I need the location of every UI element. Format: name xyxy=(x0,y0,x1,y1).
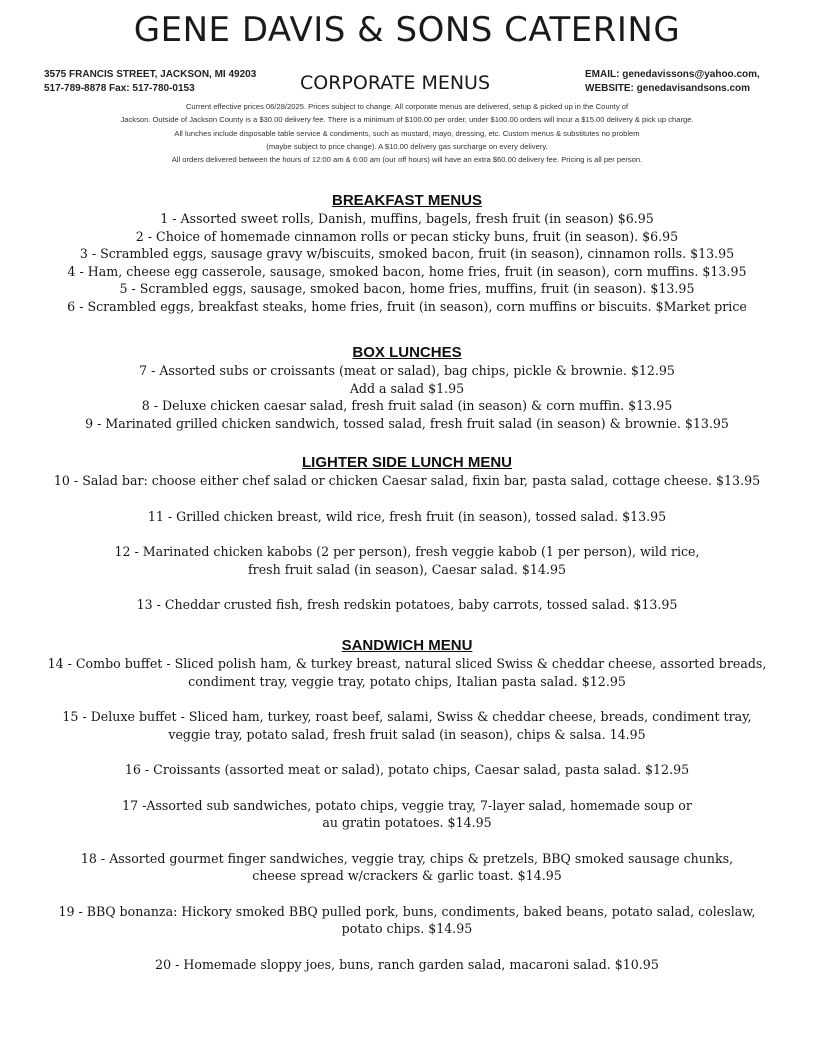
notice-line: Current effective prices 06/28/2025. Prices subject to change. All corporate menus are delivered, setup & picked up in the County of xyxy=(185,102,629,111)
menu-item: 6 - Scrambled eggs, breakfast steaks, home fries, fruit (in season), corn muffins or biscuits. $Market price xyxy=(67,298,747,314)
menu-item: 13 - Cheddar crusted fish, fresh redskin potatoes, baby carrots, tossed salad. $13.95 xyxy=(136,597,678,612)
sandwich-section xyxy=(0,637,814,973)
menu-item: 8 - Deluxe chicken caesar salad, fresh fruit salad (in season) & corn muffin. $13.95 xyxy=(141,398,673,413)
contact-block xyxy=(585,68,760,96)
menu-item-continued: potato chips. $14.95 xyxy=(341,921,473,936)
section-heading: BOX LUNCHES xyxy=(352,344,462,361)
menu-item: 12 - Marinated chicken kabobs (2 per person), fresh veggie kabob (1 per person), wild rice, xyxy=(114,544,700,559)
website-text: WEBSITE: genedavisandsons.com xyxy=(585,83,751,94)
phone-fax: 517-789-8878 Fax: 517-780-0153 xyxy=(44,83,195,94)
notice-line: Jackson. Outside of Jackson County is a $30.00 delivery fee. There is a minimum of $100.00 per order, under $100.00 orders will incur a $15.00 delivery & pick up charge. xyxy=(120,115,694,125)
menu-item-addon: Add a salad $1.95 xyxy=(349,380,465,396)
company-address-block xyxy=(44,68,256,96)
menu-item: 1 - Assorted sweet rolls, Danish, muffins, bagels, fresh fruit (in season) $6.95 xyxy=(160,211,654,226)
email-text: EMAIL: genedavissons@yahoo.com, xyxy=(585,69,760,80)
menu-item: 15 - Deluxe buffet - Sliced ham, turkey, roast beef, salami, Swiss & cheddar cheese, breads, condiment tray, xyxy=(62,709,752,724)
menu-item-continued: condiment tray, veggie tray, potato chips, Italian pasta salad. $12.95 xyxy=(188,673,626,689)
menu-item-continued: fresh fruit salad (in season), Caesar salad. $14.95 xyxy=(248,561,566,577)
street-address: 3575 FRANCIS STREET, JACKSON, MI 49203 xyxy=(44,69,257,80)
company-title: GENE DAVIS & SONS CATERING xyxy=(133,10,681,50)
page-subtitle: CORPORATE MENUS xyxy=(300,72,491,94)
menu-item-continued: au gratin potatoes. $14.95 xyxy=(322,815,492,830)
menu-item: 19 - BBQ bonanza: Hickory smoked BBQ pulled pork, buns, condiments, baked beans, potato salad, coleslaw, xyxy=(58,903,756,919)
menu-item: 17 -Assorted sub sandwiches, potato chips, veggie tray, 7-layer salad, homemade soup or xyxy=(122,797,692,813)
menu-item: 5 - Scrambled eggs, sausage, smoked bacon, home fries, muffins, fruit (in season). $13.95 xyxy=(119,281,695,296)
section-heading: LIGHTER SIDE LUNCH MENU xyxy=(302,454,512,471)
menu-item-continued: veggie tray, potato salad, fresh fruit salad (in season), chips & salsa. 14.95 xyxy=(168,726,646,742)
menu-item: 10 - Salad bar: choose either chef salad or chicken Caesar salad, fixin bar, pasta salad, cottage cheese. $13.95 xyxy=(53,473,761,488)
menu-item: 11 - Grilled chicken breast, wild rice, fresh fruit (in season), tossed salad. $13.95 xyxy=(147,508,667,524)
notice-line: (maybe subject to price change). A $10.00 delivery gas surcharge on every delivery. xyxy=(266,141,548,151)
menu-item: 16 - Croissants (assorted meat or salad), potato chips, Caesar salad, pasta salad. $12.95 xyxy=(124,762,690,777)
menu-item: 20 - Homemade sloppy joes, buns, ranch garden salad, macaroni salad. $10.95 xyxy=(155,956,659,972)
lighter-lunch-section xyxy=(0,454,814,614)
box-lunch-section xyxy=(0,344,814,432)
menu-item: 9 - Marinated grilled chicken sandwich, tossed salad, fresh fruit salad (in season) & brownie. $13.95 xyxy=(85,415,729,431)
notice-line: All orders delivered between the hours of 12:00 am & 6:00 am (our off hours) will have an extra $60.00 delivery fee. Pricing is all per person. xyxy=(171,155,643,165)
pricing-notice xyxy=(20,100,794,166)
menu-item: 4 - Ham, cheese egg casserole, sausage, smoked bacon, home fries, fruit (in season), corn muffins. $13.95 xyxy=(67,263,747,279)
section-heading: SANDWICH MENU xyxy=(341,637,473,654)
menu-item: 3 - Scrambled eggs, sausage gravy w/biscuits, smoked bacon, fruit (in season), cinnamon rolls. $13.95 xyxy=(79,246,735,261)
menu-item: 2 - Choice of homemade cinnamon rolls or pecan sticky buns, fruit (in season). $6.95 xyxy=(135,228,679,244)
menu-item: 14 - Combo buffet - Sliced polish ham, & turkey breast, natural sliced Swiss & cheddar cheese, assorted breads, xyxy=(47,656,767,671)
menu-item-continued: cheese spread w/crackers & garlic toast. $14.95 xyxy=(252,868,562,883)
section-heading: BREAKFAST MENUS xyxy=(331,192,482,209)
menu-item: 7 - Assorted subs or croissants (meat or salad), bag chips, pickle & brownie. $12.95 xyxy=(139,363,675,378)
menu-item: 18 - Assorted gourmet finger sandwiches, veggie tray, chips & pretzels, BBQ smoked sausage chunks, xyxy=(80,850,734,866)
breakfast-section xyxy=(0,192,814,315)
notice-line: All lunches include disposable table service & condiments, such as mustard, mayo, dressing, etc. Custom menus & substitutes no problem xyxy=(174,128,640,138)
